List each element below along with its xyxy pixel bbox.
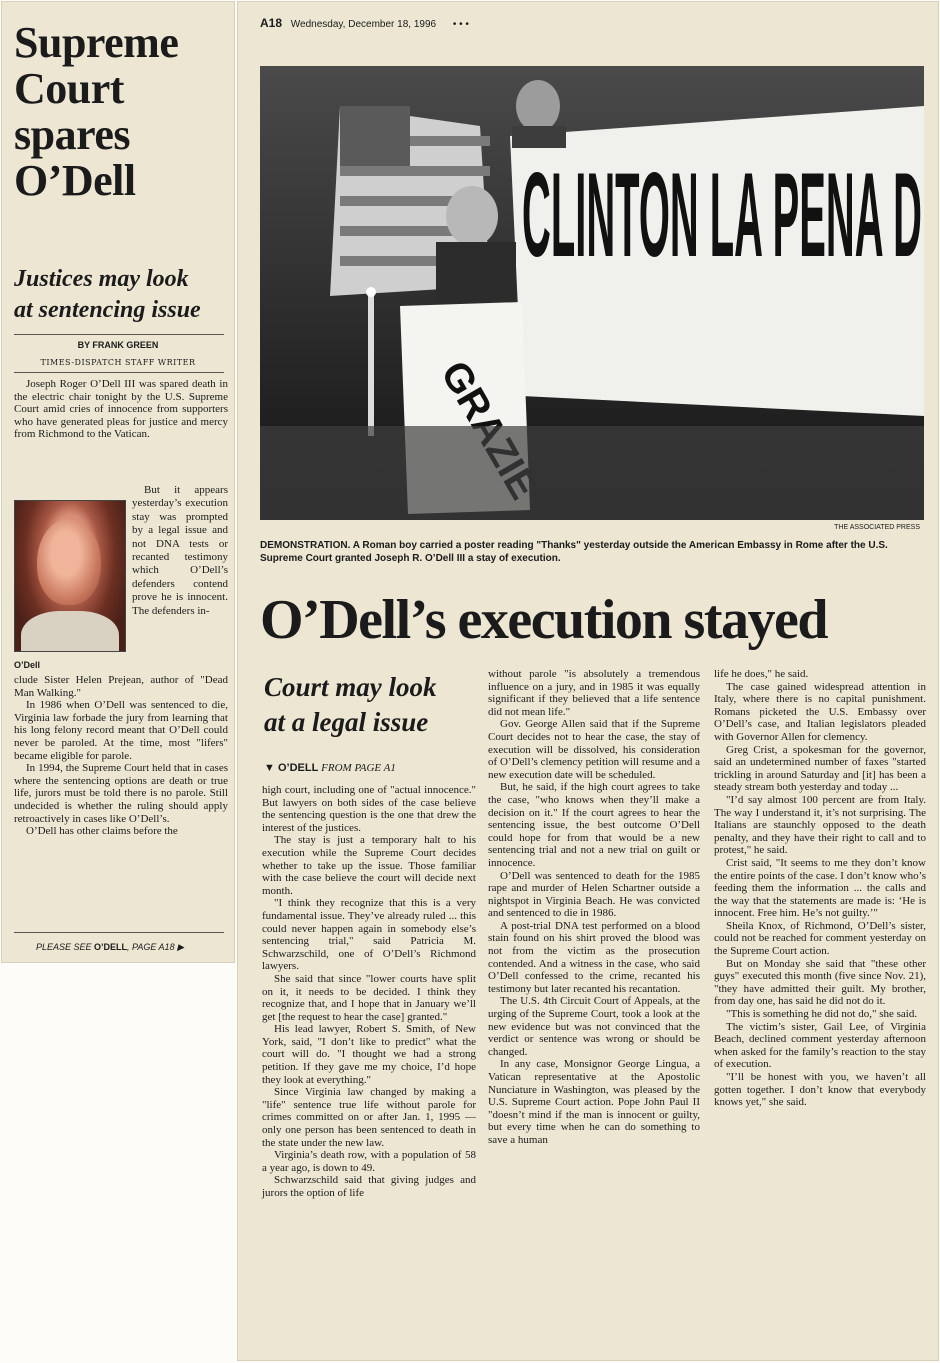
- body-paragraph: The case gained widespread attention in Italy, where there is no capital punishment. Romans picketed the U.S. Embassy over O’Dell’s case, and Italian legislators pleaded with Governor Allen for clemency.: [714, 680, 926, 743]
- body-paragraph: "I’d say almost 100 percent are from Italy. The way I understand it, it’s not surprising. The Italians are staunchly opposed to the death penalty, and they have their right to call and to protest," he said.: [714, 793, 926, 857]
- body-paragraph: In any case, Monsignor George Lingua, a Vatican representative at the Apostolic Nunciature in Washington, was pleased by the U.S. Supreme Court action. Pope John Paul II "doesn’t mind if the man is innocent or guilty, but every time when he can do something to save a human: [488, 1058, 700, 1146]
- subhead-line: at sentencing issue: [14, 297, 201, 323]
- byline-title: TIMES-DISPATCH STAFF WRITER: [40, 358, 196, 367]
- body-paragraph: Virginia’s death row, with a population of 58 a year ago, is down to 49.: [262, 1149, 476, 1174]
- jump-line: [36, 942, 184, 953]
- body-paragraph: Greg Crist, a spokesman for the governor, said an undetermined number of faxes "started trickling in around Saturday and [it] has been a steady stream both yesterday and today ...: [714, 743, 926, 794]
- deck-line: Court may look: [264, 672, 437, 702]
- body-paragraph: Since Virginia law changed by making a "life" sentence true life without parole for crimes committed on or after Jan. 1, 1995 — only one person has been sentenced to death in the state under the new law.: [262, 1086, 476, 1149]
- page-header: [260, 16, 469, 30]
- lead-paragraph: Joseph Roger O’Dell III was spared death in the electric chair tonight by the U.S. Supreme Court amid cries of innocence from supporters who have generated pleas for justice and mercy from Richmond to the Vatican.: [14, 378, 228, 441]
- body-paragraph: "This is something he did not do," she said.: [726, 1008, 918, 1021]
- body-paragraph: O’Dell has other claims before the: [26, 825, 178, 838]
- divider: [14, 334, 224, 335]
- page-date: Wednesday, December 18, 1996: [290, 19, 437, 30]
- divider: [14, 932, 224, 933]
- header-dots: • • •: [452, 19, 469, 30]
- jump-arrow: ▼: [264, 762, 275, 774]
- jump-from-page: FROM PAGE A1: [321, 762, 396, 774]
- front-page-headline: [14, 20, 228, 204]
- demonstration-photo-art: [260, 66, 924, 520]
- photo-credit: THE ASSOCIATED PRESS: [834, 524, 920, 531]
- body-paragraph: A post-trial DNA test performed on a blood stain found on his shirt proved the blood was not from the victim as the prosecution contended. And a witness in the case, who said O’Dell confessed to the crime, recanted his testimony but later recanted his recantation.: [488, 919, 700, 995]
- column-2: [488, 668, 700, 1147]
- body-paragraph: She said that since "lower courts have split on it, it needs to be decided. I think they recognize that, and I hope that in January we’ll get [the request to hear the case] granted.": [262, 972, 476, 1023]
- byline: BY FRANK GREEN: [77, 340, 159, 350]
- body-paragraph: "I think they recognize that this is a very fundamental issue. They’ve already ruled ... this could never happen again in somebody else’s sentencing trial," said Patricia M. Schwarzschild, one of O’Dell’s Richmond lawyers.: [262, 897, 476, 973]
- jump-name: O’DELL: [277, 762, 319, 774]
- divider: [14, 372, 224, 373]
- see-page: , PAGE A18 ▶: [127, 942, 184, 952]
- deck: [264, 670, 474, 740]
- body-paragraph: The U.S. 4th Circuit Court of Appeals, at the urging of the Supreme Court, took a look at the new evidence but was not convinced that the verdict or sentence was wrong or should be changed.: [488, 995, 700, 1058]
- left-body: [14, 674, 228, 838]
- headline-line: Court: [14, 64, 124, 113]
- continued-paragraph: clude Sister Helen Prejean, author of "Dead Man Walking.": [14, 674, 228, 699]
- body-paragraph: The victim’s sister, Gail Lee, of Virginia Beach, declined comment yesterday afternoon when asked for the family’s reaction to the stay of execution.: [714, 1020, 926, 1071]
- body-paragraph: The stay is just a temporary halt to his execution while the Supreme Court decides whether to take up the issue. Those familiar with the case believe the court will decide next month.: [262, 834, 476, 897]
- wrap-column: [132, 484, 228, 618]
- banner-text: CLINTON LA PENA D: [522, 148, 922, 282]
- body-paragraph: Crist said, "It seems to me they don’t know the entire points of the case. I don’t know who’s feeding them the information ... the calls and the way that the statements are made is: ‘He is innocent. Free him. He’s not guilty.’": [714, 856, 926, 920]
- headline-line: Supreme: [14, 18, 179, 67]
- body-paragraph: life he does," he said.: [714, 668, 809, 680]
- page-number: A18: [260, 16, 283, 30]
- see-name: O’DELL: [94, 942, 128, 952]
- wrap-paragraph: But it appears yesterday’s execution stay was prompted by a legal issue and not DNA tests or recanted testimony which O’Dell’s defenders contend prove he is innocent. The defenders in-: [132, 484, 228, 617]
- front-page-subhead: [14, 264, 228, 326]
- subhead-line: Justices may look: [14, 266, 189, 292]
- body-paragraph: In 1994, the Supreme Court held that in cases where the sentencing options are death or true life, jurors must be told there is no parole. Still undecided is whether the ruling should apply retroactively in cases like O’Dell’s.: [14, 762, 228, 825]
- body-paragraph: high court, including one of "actual innocence." But lawyers on both sides of the case believe the sentencing question is the one that drew the interest of the justices.: [262, 784, 476, 834]
- body-paragraph: His lead lawyer, Robert S. Smith, of New York, said, "I don’t like to predict" what the court will do. "I thought we had a strong petition. If they gave me my choice, I’d hope they look at everything.": [262, 1023, 476, 1086]
- body-paragraph: But on Monday she said that "these other guys" executed this month (five since Nov. 21), "they have admitted their guilt. My brother, from day one, has said he did not do it.: [714, 957, 926, 1008]
- deck-line: at a legal issue: [264, 707, 429, 737]
- right-clipping: [238, 2, 938, 1360]
- page-headline: O’Dell’s execution stayed: [260, 589, 827, 651]
- headline-line: spares: [14, 110, 130, 159]
- body-paragraph: without parole "is absolutely a tremendous influence on a jury, and in 1985 it was equally significant if they believed that a life sentence did not mean life.": [488, 668, 700, 718]
- body-paragraph: O’Dell was sentenced to death for the 1985 rape and murder of Helen Schartner outside a nightspot in Virginia Beach. He was convicted and sentenced to die in 1986.: [488, 869, 700, 920]
- body-paragraph: Gov. George Allen said that if the Supreme Court decides not to hear the case, the stay of execution will be dissolved, his consideration of O’Dell’s clemency petition will resume and a new execution date will be scheduled.: [488, 718, 700, 781]
- demonstration-photo: [260, 66, 924, 520]
- photo-caption: [260, 539, 920, 565]
- body-paragraph: But, he said, if the high court agrees to take the case, "who knows when they’ll make a decision on it." If the court agrees to hear the sentencing issue, the best outcome O’Dell could hope for from that would be a new sentencing trial and not a new trial on guilt or innocence.: [488, 781, 700, 869]
- jump-from: [264, 762, 396, 774]
- headline-line: O’Dell: [14, 156, 136, 205]
- column-3: [714, 668, 926, 1109]
- odell-portrait: [14, 500, 126, 652]
- portrait-caption: O’Dell: [14, 660, 41, 670]
- body-paragraph: "I’ll be honest with you, we haven’t all gotten together. I don’t know that everybody knows yet," she said.: [714, 1071, 926, 1109]
- left-clipping: [2, 2, 234, 962]
- caption-title: DEMONSTRATION.: [260, 540, 351, 551]
- lead-block: [14, 378, 228, 441]
- body-paragraph: In 1986 when O’Dell was sentenced to die, Virginia law forbade the jury from learning that his long felony record meant that O’Dell could never be paroled. At the time, most "lifers" became eligible for parole.: [14, 699, 228, 762]
- see-label: PLEASE SEE: [36, 942, 92, 952]
- body-paragraph: Sheila Knox, of Richmond, O’Dell’s sister, could not be reached for comment yesterday on the Supreme Court action.: [714, 919, 926, 958]
- column-1: [262, 784, 476, 1200]
- caption-text: A Roman boy carried a poster reading "Thanks" yesterday outside the American Embassy in Rome after the U.S. Supreme Court granted Joseph R. O’Dell III a stay of execution.: [260, 540, 888, 564]
- body-paragraph: Schwarzschild said that giving judges and jurors the option of life: [262, 1174, 476, 1199]
